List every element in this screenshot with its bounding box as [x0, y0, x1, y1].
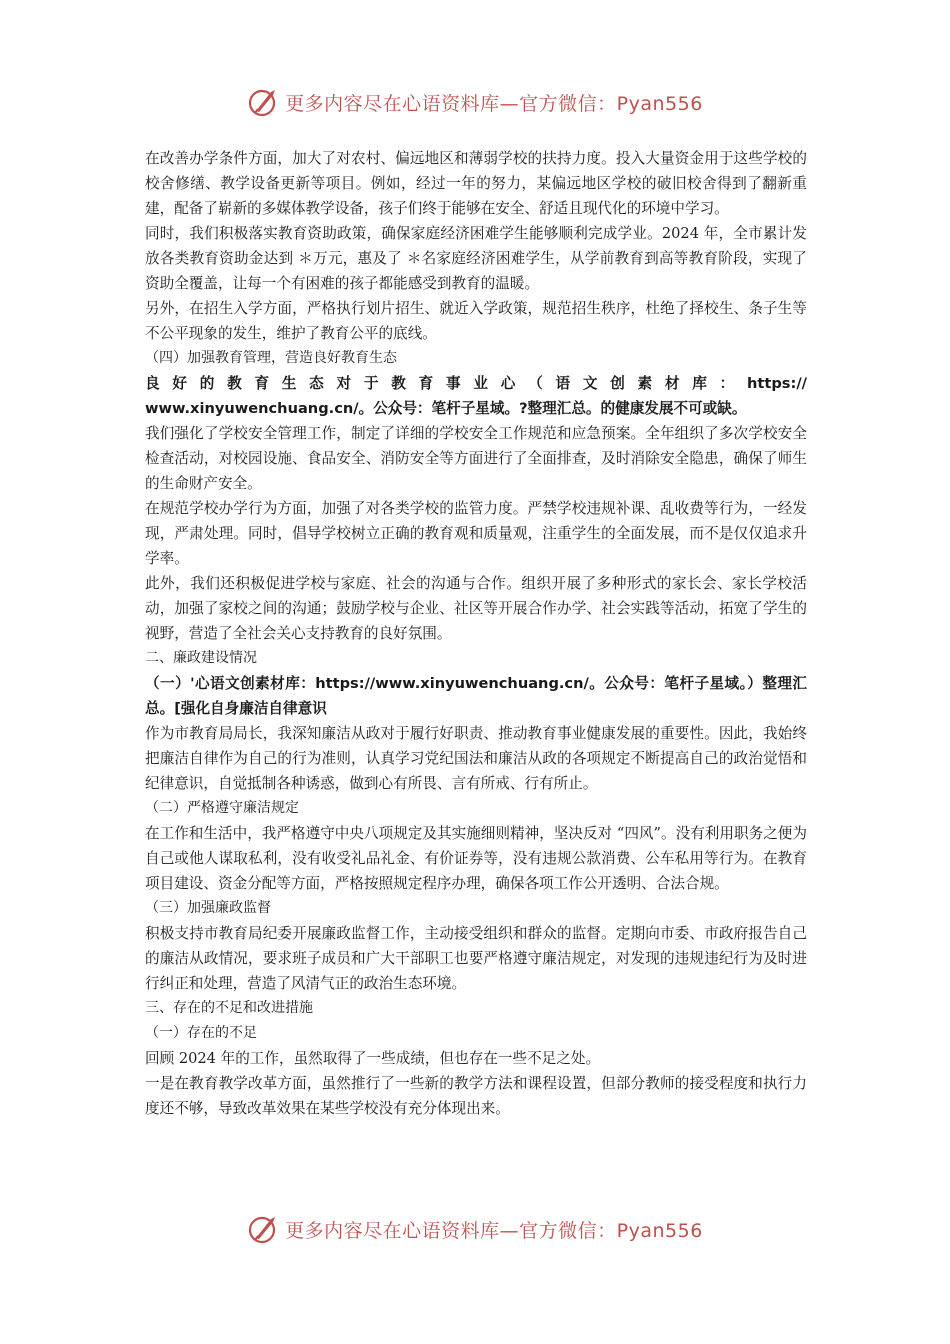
paragraph: 在工作和生活中，我严格遵守中央八项规定及其实施细则精神，坚决反对 “四风”。没有利用职务之便为自己或他人谋取私利，没有收受礼品礼金、有价证券等，没有违规公款消费、公车私用等行为。在教育项目建设、资金分配等方面，严格按照规定程序办理，确保各项工作公开透明、合法合规。 [145, 825, 807, 892]
paragraph: 作为市教育局局长，我深知廉洁从政对于履行好职责、推动教育事业健康发展的重要性。因此，我始终把廉洁自律作为自己的行为准则，认真学习党纪国法和廉洁从政的各项规定不断提高自己的政治觉悟和纪律意识，自觉抵制各种诱惑，做到心有所畏、言有所戒、行有所止。 [145, 725, 807, 792]
paragraph: 一是在教育教学改革方面，虽然推行了一些新的教学方法和课程设置，但部分教师的接受程度和执行力度还不够，导致改革效果在某些学校没有充分体现出来。 [145, 1075, 807, 1117]
paragraph: 在改善办学条件方面，加大了对农村、偏远地区和薄弱学校的扶持力度。投入大量资金用于这些学校的校舍修缮、教学设备更新等项目。例如，经过一年的努力，某偏远地区学校的破旧校舍得到了翻新重建，配备了崭新的多媒体教学设备，孩子们终于能够在安全、舒适且现代化的环境中学习。 [145, 150, 807, 217]
paragraph: 此外，我们还积极促进学校与家庭、社会的沟通与合作。组织开展了多种形式的家长会、家长学校活动，加强了家校之间的沟通；鼓励学校与企业、社区等开展合作办学、社会实践等活动，拓宽了学生的视野，营造了全社会关心支持教育的良好氛围。 [145, 575, 807, 642]
section-heading: （一）存在的不足 [145, 1025, 257, 1041]
paragraph: 另外，在招生入学方面，严格执行划片招生、就近入学政策，规范招生秩序，杜绝了择校生、条子生等不公平现象的发生，维护了教育公平的底线。 [145, 300, 807, 342]
bold-paragraph-line: 良好的教育生态对于教育事业心（语文创素材库：https:// [145, 375, 807, 392]
paragraph: 同时，我们积极落实教育资助政策，确保家庭经济困难学生能够顺利完成学业。2024 年，全市累计发放各类教育资助金达到 ＊万元，惠及了 ＊名家庭经济困难学生，从学前教育到高等教育阶段，实现了资助全覆盖，让每一个有困难的孩子都能感受到教育的温暖。 [145, 225, 807, 292]
bold-subheading: （一）'心语文创素材库：https://www.xinyuwenchuang.cn/。公众号：笔杆子星域。）整理汇总。[强化自身廉洁自律意识 [145, 675, 807, 717]
section-heading: 三、存在的不足和改进措施 [145, 1000, 313, 1016]
quill-pen-circle-icon [247, 85, 281, 119]
bold-paragraph-line: www.xinyuwenchuang.cn/。公众号：笔杆子星域。?整理汇总。的健康发展不可或缺。 [145, 400, 747, 417]
paragraph: 积极支持市教育局纪委开展廉政监督工作，主动接受组织和群众的监督。定期向市委、市政府报告自己的廉洁从政情况，要求班子成员和广大干部职工也要严格遵守廉洁规定，对发现的违规违纪行为及时进行纠正和处理，营造了风清气正的政治生态环境。 [145, 925, 807, 992]
document-body [145, 146, 807, 1121]
banner-text: 更多内容尽在心语资料库—官方微信：Pyan556 [285, 92, 703, 115]
section-heading: （四）加强教育管理，营造良好教育生态 [145, 350, 397, 366]
paragraph: 我们强化了学校安全管理工作，制定了详细的学校安全工作规范和应急预案。全年组织了多次学校安全检查活动，对校园设施、食品安全、消防安全等方面进行了全面排查，及时消除安全隐患，确保了师生的生命财产安全。 [145, 425, 807, 492]
paragraph: 在规范学校办学行为方面，加强了对各类学校的监管力度。严禁学校违规补课、乱收费等行为，一经发现，严肃处理。同时，倡导学校树立正确的教育观和质量观，注重学生的全面发展，而不是仅仅追求升学率。 [145, 500, 807, 567]
header-banner [0, 82, 950, 122]
section-heading: （二）严格遵守廉洁规定 [145, 800, 299, 816]
paragraph: 回顾 2024 年的工作，虽然取得了一些成绩，但也存在一些不足之处。 [145, 1050, 601, 1067]
section-heading: （三）加强廉政监督 [145, 900, 271, 916]
banner-text: 更多内容尽在心语资料库—官方微信：Pyan556 [285, 1219, 703, 1242]
section-heading: 二、廉政建设情况 [145, 650, 257, 666]
footer-banner [0, 1209, 950, 1249]
quill-pen-circle-icon [247, 1212, 281, 1246]
